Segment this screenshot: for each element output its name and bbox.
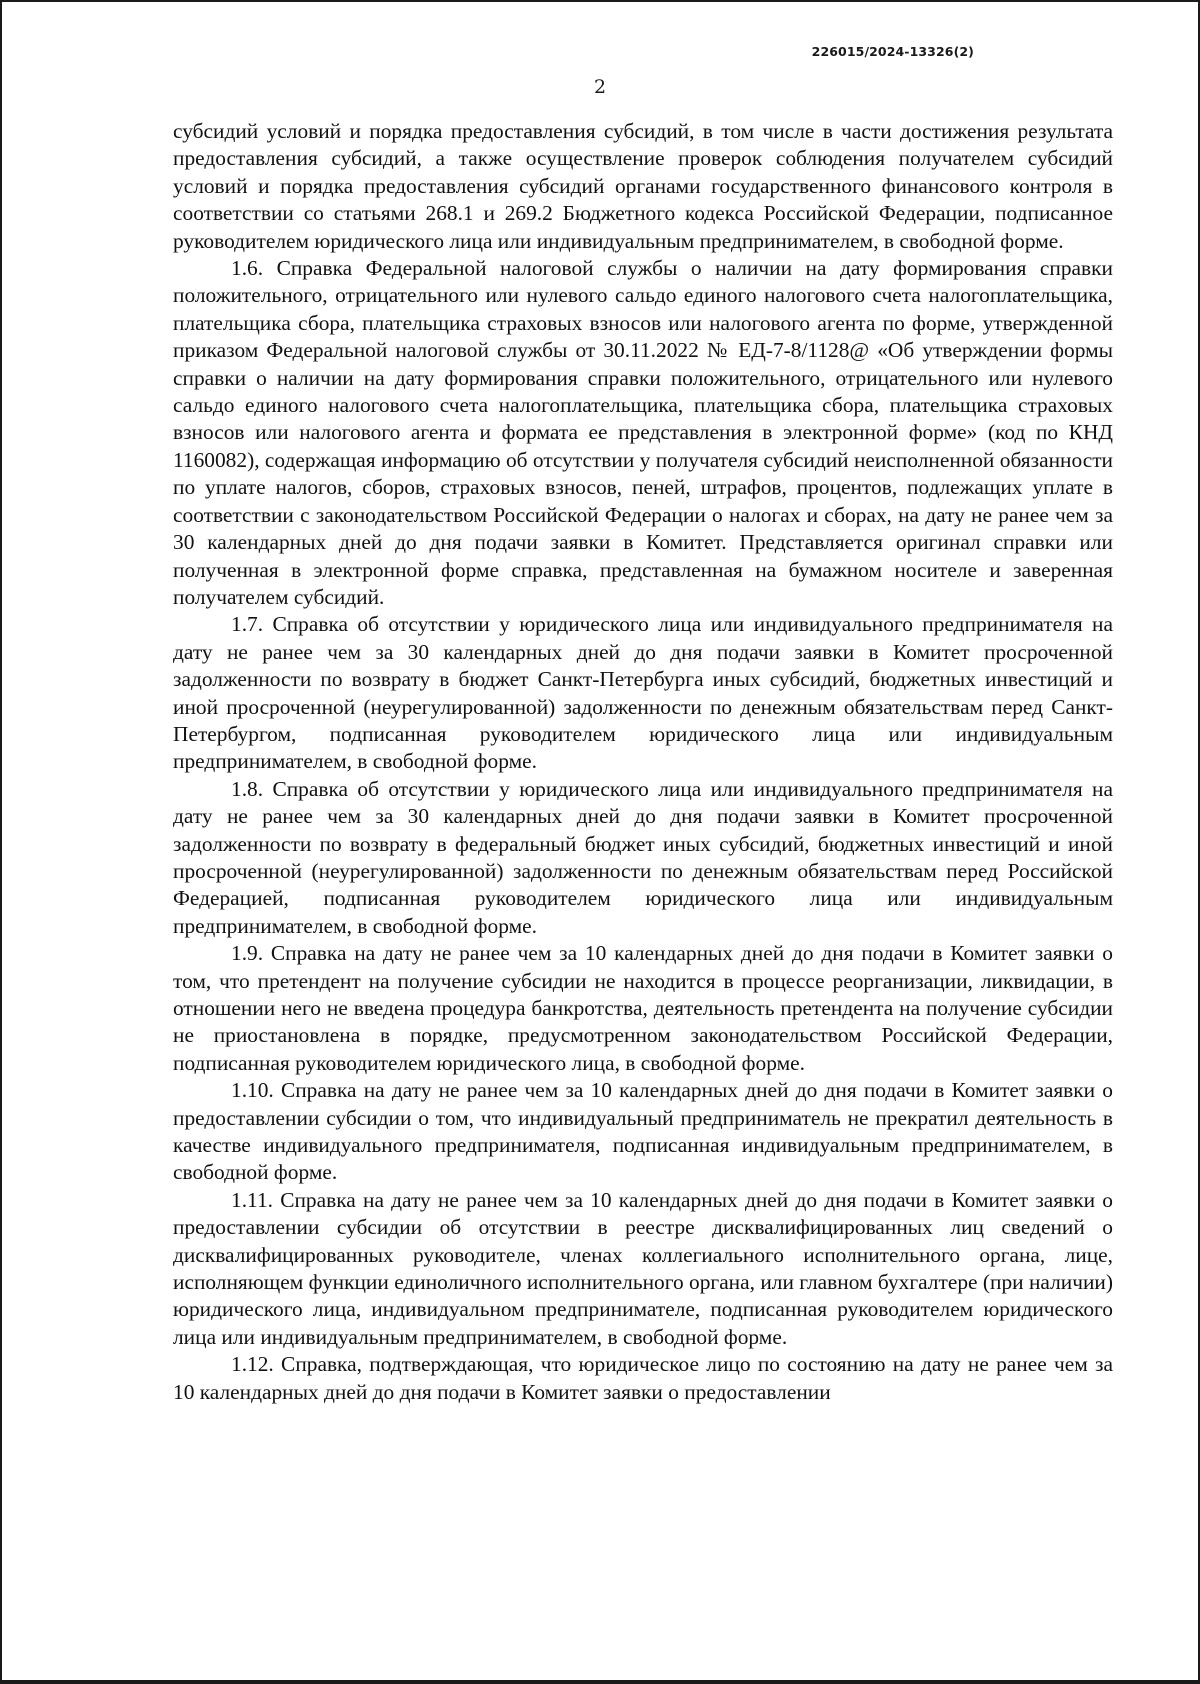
scan-border-bottom [0, 1680, 1200, 1684]
page-number: 2 [593, 76, 607, 98]
paragraph-1-7: 1.7. Справка об отсутствии у юридического лица или индивидуального предпринимателя на дату не ранее чем за 30 календарных дней до дня подачи заявки в Комитет просроченной задолженности по возврату в бюджет Санкт-Петербурга иных субсидий, бюджетных инвестиций и иной просроченной (неурегулированной) задолженности по денежным обязательствам перед Санкт-Петербургом, подписанная руководителем юридического лица или индивидуальным предпринимателем, в свободной форме. [173, 612, 1113, 774]
paragraph-1-11: 1.11. Справка на дату не ранее чем за 10 календарных дней до дня подачи в Комитет заявки о предоставлении субсидии об отсутствии в реестре дисквалифицированных лиц сведений о дисквалифицированных руководителе, членах коллегиального исполнительного органа, лице, исполняющем функции единоличного исполнительного органа, или главном бухгалтере (при наличии) юридического лица, индивидуальном предпринимателе, подписанная руководителем юридического лица или индивидуальным предпринимателем, в свободной форме. [173, 1187, 1113, 1349]
scan-border-left [0, 0, 2, 1684]
paragraph-1-10: 1.10. Справка на дату не ранее чем за 10 календарных дней до дня подачи в Комитет заявки о предоставлении субсидии о том, что индивидуальный предприниматель не прекратил деятельность в качестве индивидуального предпринимателя, подписанная индивидуальным предпринимателем, в свободной форме. [173, 1078, 1113, 1185]
scan-border-top [0, 0, 1200, 2]
document-id: 226015/2024-13326(2) [811, 44, 974, 59]
paragraph-1-8: 1.8. Справка об отсутствии у юридического лица или индивидуального предпринимателя на дату не ранее чем за 30 календарных дней до дня подачи заявки в Комитет просроченной задолженности по возврату в федеральный бюджет иных субсидий, бюджетных инвестиций и иной просроченной (неурегулированной) задолженности по денежным обязательствам перед Российской Федерацией, подписанная руководителем юридического лица или индивидуальным предпринимателем, в свободной форме. [173, 776, 1113, 938]
paragraph-1-6: 1.6. Справка Федеральной налоговой службы о наличии на дату формирования справки положительного, отрицательного или нулевого сальдо единого налогового счета налогоплательщика, плательщика сбора, плательщика страховых взносов или налогового агента по форме, утвержденной приказом Федеральной налоговой службы от 30.11.2022 № ЕД-7-8/1128@ «Об утверждении формы справки о наличии на дату формирования справки положительного, отрицательного или нулевого сальдо единого налогового счета налогоплательщика, плательщика сбора, плательщика страховых взносов или налогового агента и формата ее представления в электронной форме» (код по КНД 1160082), содержащая информацию об отсутствии у получателя субсидий неисполненной обязанности по уплате налогов, сборов, страховых взносов, пеней, штрафов, процентов, подлежащих уплате в соответствии с законодательством Российской Федерации о налогах и сборах, на дату не ранее чем за 30 календарных дней до дня подачи заявки в Комитет. Представляется оригинал справки или полученная в электронной форме справка, представленная на бумажном носителе и заверенная получателем субсидий. [173, 256, 1113, 609]
document-body [173, 118, 1113, 1406]
paragraph-continuation: субсидий условий и порядка предоставления субсидий, в том числе в части достижения результата предоставления субсидий, а также осуществление проверок соблюдения получателем субсидий условий и порядка предоставления субсидий органами государственного финансового контроля в соответствии со статьями 268.1 и 269.2 Бюджетного кодекса Российской Федерации, подписанное руководителем юридического лица или индивидуальным предпринимателем, в свободной форме. [173, 119, 1113, 253]
paragraph-1-12: 1.12. Справка, подтверждающая, что юридическое лицо по состоянию на дату не ранее чем за 10 календарных дней до дня подачи в Комитет заявки о предоставлении [173, 1352, 1113, 1404]
paragraph-1-9: 1.9. Справка на дату не ранее чем за 10 календарных дней до дня подачи в Комитет заявки о том, что претендент на получение субсидии не находится в процессе реорганизации, ликвидации, в отношении него не введена процедура банкротства, деятельность претендента на получение субсидии не приостановлена в порядке, предусмотренном законодательством Российской Федерации, подписанная руководителем юридического лица, в свободной форме. [173, 941, 1113, 1075]
